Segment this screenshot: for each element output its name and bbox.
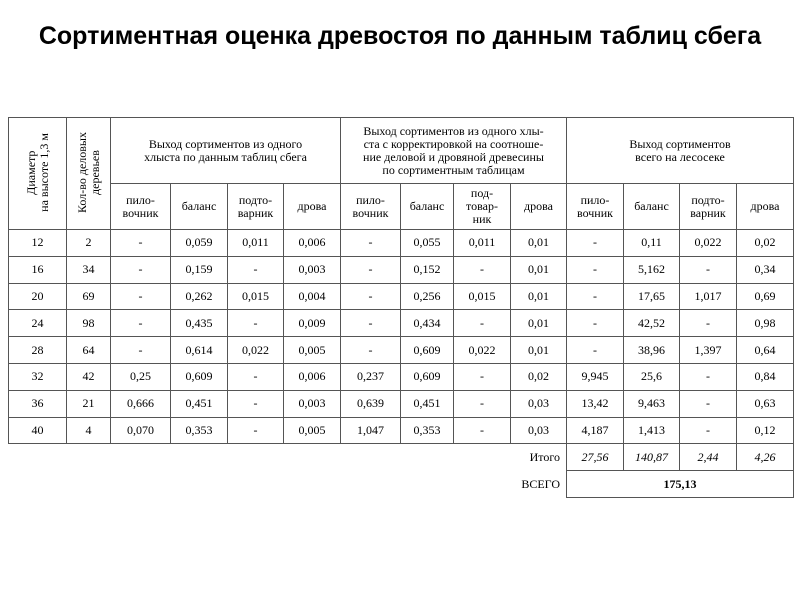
- table-cell: -: [567, 283, 624, 310]
- table-cell: 0,03: [511, 390, 567, 417]
- table-cell: -: [680, 256, 737, 283]
- table-cell: -: [111, 230, 171, 257]
- table-cell: 0,006: [284, 230, 341, 257]
- table-cell: -: [111, 310, 171, 337]
- table-cell: 25,6: [624, 363, 680, 390]
- table-cell: 4: [67, 417, 111, 444]
- subheader-cell: дрова: [511, 184, 567, 230]
- subheader-cell: дрова: [737, 184, 794, 230]
- table-cell: 0,004: [284, 283, 341, 310]
- table-cell: 0,11: [624, 230, 680, 257]
- subheader-cell: пило- вочник: [341, 184, 401, 230]
- subheader-cell: под- товар- ник: [454, 184, 511, 230]
- table-cell: 38,96: [624, 337, 680, 364]
- table-cell: 0,005: [284, 337, 341, 364]
- table-cell: -: [341, 310, 401, 337]
- table-cell: -: [680, 417, 737, 444]
- table-cell: 0,64: [737, 337, 794, 364]
- subheader-cell: баланс: [401, 184, 454, 230]
- table-cell: 12: [9, 230, 67, 257]
- subheader-cell: подто- варник: [228, 184, 284, 230]
- table-cell: 0,609: [401, 363, 454, 390]
- table-row: [9, 337, 794, 364]
- table-row: [9, 310, 794, 337]
- table-cell: -: [341, 283, 401, 310]
- table-cell: -: [228, 310, 284, 337]
- table-cell: 0,009: [284, 310, 341, 337]
- table-cell: -: [111, 283, 171, 310]
- header-group-corrected: Выход сортиментов из одного хлы- ста с корректировкой на соотноше- ние деловой и дровяной древесины по сортиментным таблицам: [341, 118, 567, 184]
- table-cell: 0,84: [737, 363, 794, 390]
- table-cell: 0,159: [171, 256, 228, 283]
- table-cell: 1,047: [341, 417, 401, 444]
- table-cell: 0,011: [228, 230, 284, 257]
- table-cell: 1,413: [624, 417, 680, 444]
- table-cell: 0,256: [401, 283, 454, 310]
- table-cell: 0,12: [737, 417, 794, 444]
- table-cell: 0,353: [171, 417, 228, 444]
- itogo-value: 2,44: [680, 444, 737, 471]
- table-cell: -: [454, 390, 511, 417]
- table-cell: 0,01: [511, 283, 567, 310]
- itogo-value: 27,56: [567, 444, 624, 471]
- table-cell: 64: [67, 337, 111, 364]
- table-cell: 0,003: [284, 256, 341, 283]
- subheader-cell: пило- вочник: [567, 184, 624, 230]
- table-cell: 0,435: [171, 310, 228, 337]
- table-cell: -: [680, 310, 737, 337]
- table-cell: 42: [67, 363, 111, 390]
- table-cell: 42,52: [624, 310, 680, 337]
- table-cell: 0,055: [401, 230, 454, 257]
- table-cell: -: [228, 363, 284, 390]
- table-cell: 16: [9, 256, 67, 283]
- table-cell: 0,614: [171, 337, 228, 364]
- table-cell: -: [111, 337, 171, 364]
- table-cell: 0,03: [511, 417, 567, 444]
- table-cell: 0,022: [454, 337, 511, 364]
- vsego-label: ВСЕГО: [521, 476, 560, 491]
- header-diameter: Диаметр на высоте 1,3 м: [9, 118, 67, 230]
- header-group-taper: Выход сортиментов из одного хлыста по данным таблиц сбега: [111, 118, 341, 184]
- table-cell: 0,022: [228, 337, 284, 364]
- vsego-value: 175,13: [567, 471, 794, 498]
- table-cell: 36: [9, 390, 67, 417]
- table-row: [9, 256, 794, 283]
- subheader-cell: баланс: [624, 184, 680, 230]
- table-cell: 0,609: [401, 337, 454, 364]
- table-cell: 0,63: [737, 390, 794, 417]
- table-cell: -: [454, 363, 511, 390]
- subheader-cell: баланс: [171, 184, 228, 230]
- table-cell: -: [111, 256, 171, 283]
- table-cell: 0,609: [171, 363, 228, 390]
- table-cell: 0,639: [341, 390, 401, 417]
- subheader-cell: дрова: [284, 184, 341, 230]
- itogo-label: Итого: [529, 450, 560, 465]
- table-cell: 1,397: [680, 337, 737, 364]
- table-cell: 0,01: [511, 230, 567, 257]
- table-cell: 0,451: [171, 390, 228, 417]
- table-cell: -: [341, 337, 401, 364]
- itogo-value: 140,87: [624, 444, 680, 471]
- table-cell: 0,005: [284, 417, 341, 444]
- table-cell: 17,65: [624, 283, 680, 310]
- table-cell: 0,070: [111, 417, 171, 444]
- itogo-value: 4,26: [737, 444, 794, 471]
- table-cell: -: [228, 417, 284, 444]
- table-cell: 0,059: [171, 230, 228, 257]
- table-cell: 0,015: [228, 283, 284, 310]
- table-cell: -: [567, 310, 624, 337]
- table-cell: 0,02: [737, 230, 794, 257]
- header-group-total: Выход сортиментов всего на лесосеке: [567, 118, 794, 184]
- table-cell: -: [454, 417, 511, 444]
- vsego-row: [9, 471, 794, 498]
- table-cell: 32: [9, 363, 67, 390]
- table-cell: 0,01: [511, 310, 567, 337]
- table-cell: 28: [9, 337, 67, 364]
- table-cell: 0,01: [511, 256, 567, 283]
- table-cell: -: [454, 310, 511, 337]
- itogo-row: [9, 444, 794, 471]
- table-cell: 0,011: [454, 230, 511, 257]
- table-row: [9, 363, 794, 390]
- table-cell: 0,006: [284, 363, 341, 390]
- table-cell: 24: [9, 310, 67, 337]
- table-cell: 20: [9, 283, 67, 310]
- table-cell: 0,152: [401, 256, 454, 283]
- page-title: Сортиментная оценка древостоя по данным таблиц сбега: [38, 22, 762, 50]
- table-cell: 0,022: [680, 230, 737, 257]
- table-cell: -: [567, 337, 624, 364]
- table-cell: -: [680, 363, 737, 390]
- table-cell: 0,25: [111, 363, 171, 390]
- table-cell: -: [228, 256, 284, 283]
- table-cell: -: [567, 230, 624, 257]
- subheader-cell: пило- вочник: [111, 184, 171, 230]
- table-cell: -: [454, 256, 511, 283]
- table-row: [9, 283, 794, 310]
- table-cell: -: [680, 390, 737, 417]
- table-cell: 98: [67, 310, 111, 337]
- table-cell: 9,463: [624, 390, 680, 417]
- table-row: [9, 390, 794, 417]
- table-cell: 21: [67, 390, 111, 417]
- table-cell: 5,162: [624, 256, 680, 283]
- header-count: Кол-во деловых деревьев: [67, 118, 111, 230]
- table-cell: -: [228, 390, 284, 417]
- table-cell: 0,353: [401, 417, 454, 444]
- table-cell: 0,451: [401, 390, 454, 417]
- table-cell: 1,017: [680, 283, 737, 310]
- table-cell: 0,237: [341, 363, 401, 390]
- table-cell: -: [341, 230, 401, 257]
- table-cell: 2: [67, 230, 111, 257]
- table-cell: 0,69: [737, 283, 794, 310]
- table-cell: 0,98: [737, 310, 794, 337]
- table-cell: 0,01: [511, 337, 567, 364]
- table-row: [9, 417, 794, 444]
- table-cell: 34: [67, 256, 111, 283]
- table-cell: 13,42: [567, 390, 624, 417]
- table-cell: 0,015: [454, 283, 511, 310]
- table-cell: 69: [67, 283, 111, 310]
- table-row: [9, 230, 794, 257]
- table-cell: 4,187: [567, 417, 624, 444]
- subheader-cell: подто- варник: [680, 184, 737, 230]
- table-cell: 9,945: [567, 363, 624, 390]
- table-cell: -: [341, 256, 401, 283]
- table-cell: 0,02: [511, 363, 567, 390]
- assortment-table: [8, 117, 794, 498]
- table-cell: 0,262: [171, 283, 228, 310]
- table-cell: 0,666: [111, 390, 171, 417]
- table-cell: 0,003: [284, 390, 341, 417]
- table-cell: -: [567, 256, 624, 283]
- table-cell: 0,34: [737, 256, 794, 283]
- table-cell: 40: [9, 417, 67, 444]
- table-cell: 0,434: [401, 310, 454, 337]
